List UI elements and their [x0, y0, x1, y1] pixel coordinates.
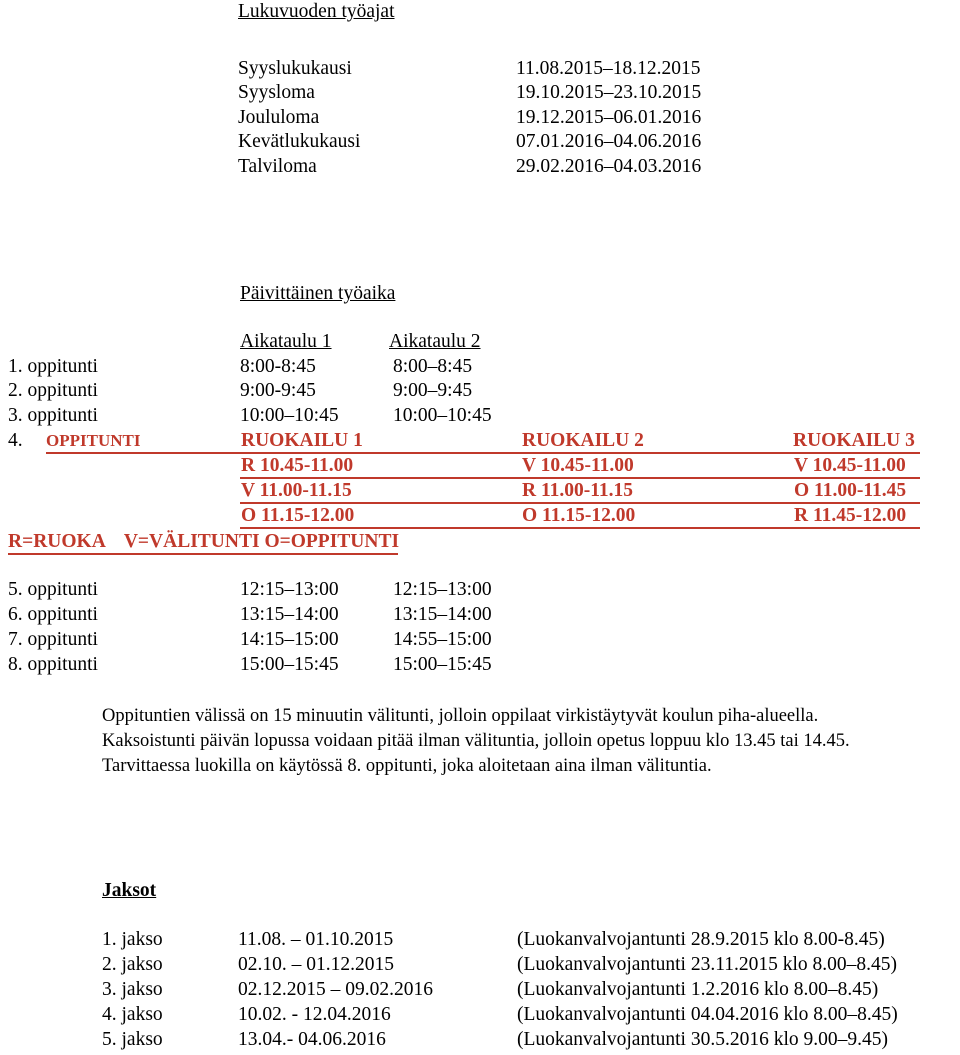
term-dates: 29.02.2016–04.03.2016: [516, 156, 702, 177]
lunch-2-row: O 11.15-12.00: [522, 505, 636, 526]
period-note: (Luokanvalvojantunti 1.2.2016 klo 8.00–8.45): [517, 979, 879, 1000]
period-note: (Luokanvalvojantunti 28.9.2015 klo 8.00-8.45): [517, 929, 885, 950]
lunch-legend: R=RUOKA V=VÄLITUNTI O=OPPITUNTI: [8, 531, 400, 552]
lunch-1-row: V 11.00-11.15: [241, 480, 352, 501]
lesson-label: 5. oppitunti: [8, 579, 98, 600]
lesson-time-2: 14:55–15:00: [393, 629, 492, 650]
lesson-label: 3. oppitunti: [8, 405, 98, 426]
lesson-time-2: 9:00–9:45: [393, 380, 473, 401]
lunch-1-row: O 11.15-12.00: [241, 505, 355, 526]
lesson-time-2: 13:15–14:00: [393, 604, 492, 625]
term-dates: 11.08.2015–18.12.2015: [516, 58, 701, 79]
period-note: (Luokanvalvojantunti 23.11.2015 klo 8.00–8.45): [517, 954, 898, 975]
lunch-3-row: V 10.45-11.00: [794, 455, 906, 476]
note-line: Tarvittaessa luokilla on käytössä 8. oppitunti, joka aloitetaan aina ilman välituntia.: [102, 756, 712, 776]
lunch-2-row: V 10.45-11.00: [522, 455, 634, 476]
lunch-1-title: RUOKAILU 1: [241, 430, 363, 451]
lunch-rule: [240, 502, 920, 504]
period-label: 1. jakso: [102, 929, 163, 950]
note-line: Oppituntien välissä on 15 minuutin välitunti, jolloin oppilaat virkistäytyvät koulun piha-alueella.: [102, 706, 819, 726]
lesson-time-1: 9:00-9:45: [240, 380, 316, 401]
period-dates: 11.08. – 01.10.2015: [238, 929, 394, 950]
period-label: 5. jakso: [102, 1029, 163, 1050]
period-note: (Luokanvalvojantunti 30.5.2016 klo 9.00–9.45): [517, 1029, 888, 1050]
lunch-3-title: RUOKAILU 3: [793, 430, 915, 451]
note-line: Kaksoistunti päivän lopussa voidaan pitää ilman välituntia, jolloin opetus loppuu klo 13.45 tai 14.45.: [102, 731, 850, 751]
lesson-time-1: 8:00-8:45: [240, 356, 316, 377]
lunch-3-row: R 11.45-12.00: [794, 505, 907, 526]
lesson-time-1: 10:00–10:45: [240, 405, 339, 426]
lesson-time-1: 15:00–15:45: [240, 654, 339, 675]
lesson-label: 2. oppitunti: [8, 380, 98, 401]
period-dates: 02.12.2015 – 09.02.2016: [238, 979, 433, 1000]
lunch-rule: [240, 477, 920, 479]
term-dates: 19.10.2015–23.10.2015: [516, 82, 702, 103]
period-label: 4. jakso: [102, 1004, 163, 1025]
term-label: Talviloma: [238, 156, 317, 177]
lesson-time-2: 10:00–10:45: [393, 405, 492, 426]
schedule-1-header: Aikataulu 1: [240, 331, 332, 352]
lesson-time-2: 12:15–13:00: [393, 579, 492, 600]
section-title-tyoajat: Lukuvuoden työajat: [238, 1, 395, 22]
period-dates: 13.04.- 04.06.2016: [238, 1029, 386, 1050]
section-title-paivittainen: Päivittäinen työaika: [240, 283, 396, 304]
term-label: Kevätlukukausi: [238, 131, 361, 152]
lunch-2-row: R 11.00-11.15: [522, 480, 634, 501]
section-title-jaksot: Jaksot: [102, 880, 157, 901]
lesson-time-2: 8:00–8:45: [393, 356, 473, 377]
lunch-rule: [46, 452, 920, 454]
lesson-label: 7. oppitunti: [8, 629, 98, 650]
lunch-2-title: RUOKAILU 2: [522, 430, 644, 451]
lesson-time-1: 12:15–13:00: [240, 579, 339, 600]
term-label: Syyslukukausi: [238, 58, 352, 79]
period-dates: 10.02. - 12.04.2016: [238, 1004, 391, 1025]
lesson-time-2: 15:00–15:45: [393, 654, 492, 675]
lesson-label: 1. oppitunti: [8, 356, 98, 377]
period-dates: 02.10. – 01.12.2015: [238, 954, 394, 975]
period-note: (Luokanvalvojantunti 04.04.2016 klo 8.00–8.45): [517, 1004, 898, 1025]
lesson-label: 6. oppitunti: [8, 604, 98, 625]
lesson-4-number: 4.: [8, 430, 23, 451]
lesson-time-1: 13:15–14:00: [240, 604, 339, 625]
term-label: Joululoma: [238, 107, 320, 128]
lesson-4-word: OPPITUNTI: [46, 431, 141, 450]
schedule-2-header: Aikataulu 2: [389, 331, 481, 352]
term-label: Syysloma: [238, 82, 315, 103]
lunch-3-row: O 11.00-11.45: [794, 480, 907, 501]
lunch-rule: [8, 553, 398, 555]
lesson-time-1: 14:15–15:00: [240, 629, 339, 650]
term-dates: 07.01.2016–04.06.2016: [516, 131, 702, 152]
lunch-rule: [240, 527, 920, 529]
period-label: 3. jakso: [102, 979, 163, 1000]
lesson-label: 8. oppitunti: [8, 654, 98, 675]
term-dates: 19.12.2015–06.01.2016: [516, 107, 702, 128]
period-label: 2. jakso: [102, 954, 163, 975]
lunch-1-row: R 10.45-11.00: [241, 455, 354, 476]
